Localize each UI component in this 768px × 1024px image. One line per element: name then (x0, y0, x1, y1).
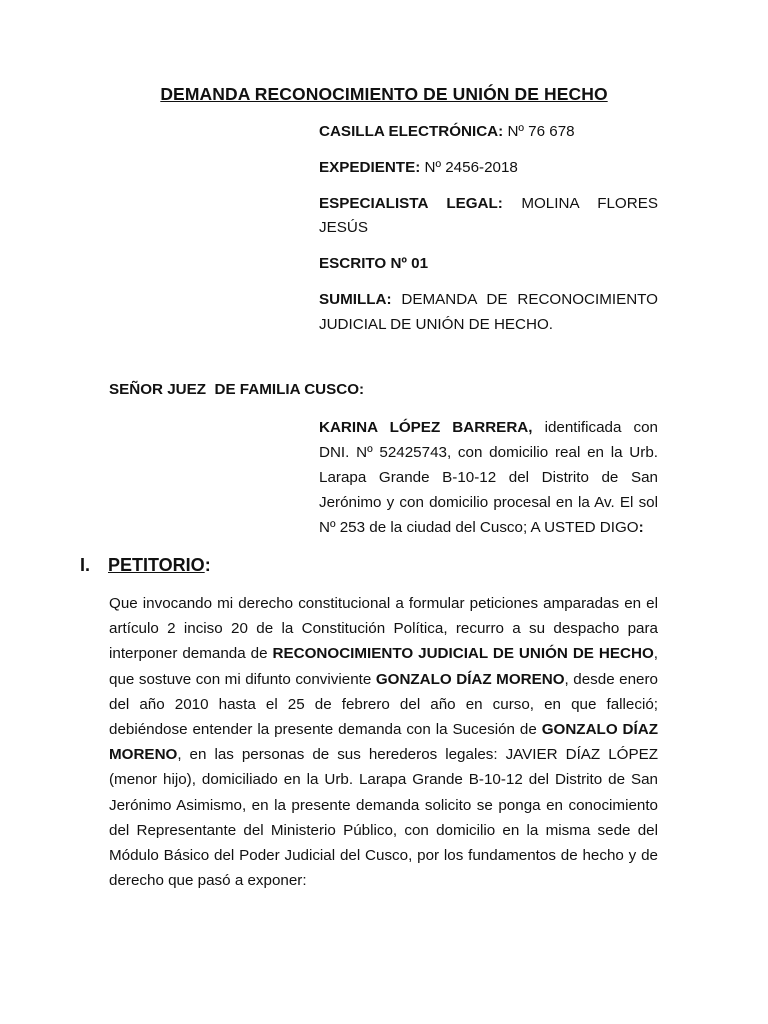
petitorio-text-3: , desde enero del año 2010 hasta el 25 de febrero del año en curso, en que falleció; debiéndose entender la presente demanda con la Sucesión de (109, 670, 658, 739)
escrito-field (319, 252, 658, 276)
especialista-label: ESPECIALISTA LEGAL: (319, 195, 503, 212)
intro-colon: : (638, 519, 644, 536)
intro-paragraph (319, 415, 658, 540)
petitorio-bold-2: GONZALO DÍAZ MORENO (375, 670, 565, 688)
sumilla-label: SUMILLA: (319, 291, 392, 308)
sumilla-field (319, 287, 658, 337)
especialista-line-1 (319, 192, 658, 216)
section-title: PETITORIO (108, 555, 205, 575)
section-number: I. (80, 555, 91, 575)
petitorio-text-2: , que sostuve con mi difunto conviviente (109, 645, 658, 688)
petitorio-bold-1: RECONOCIMIENTO JUDICIAL DE UNIÓN DE HECHO (272, 645, 654, 663)
intro-text: identificada con DNI. Nº 52425743, con domicilio real en la Urb. Larapa Grande B-10-12 del Distrito de San Jerónimo y con domicilio procesal en la Av. El sol Nº 253 de la ciudad del Cusco; A USTED DIGO (319, 419, 658, 536)
casilla-field (319, 120, 658, 144)
escrito-label: ESCRITO Nº 01 (319, 255, 429, 272)
petitorio-text-4: , en las personas de sus herederos legales: JAVIER DÍAZ LÓPEZ (menor hijo), domiciliado en la Urb. Larapa Grande B-10-12 del Distrito de San Jerónimo Asimismo, en la presente demanda solicito se ponga en conocimiento del Representante del Ministerio Público, con domicilio en la misma sede del Módulo Básico del Poder Judicial del Cusco, por los fundamentos de hecho y de derecho que pasó a exponer: (109, 746, 658, 890)
addressee: SEÑOR JUEZ DE FAMILIA CUSCO: (109, 381, 365, 398)
petitorio-text-1: Que invocando mi derecho constitucional a formular peticiones amparadas en el artículo 2 inciso 20 de la Constitución Política, recurro a su despacho para interponer demanda de (109, 595, 658, 663)
casilla-value: Nº 76 678 (503, 123, 575, 140)
plaintiff-name: KARINA LÓPEZ BARRERA, (319, 419, 533, 436)
expediente-value: Nº 2456-2018 (420, 159, 518, 176)
especialista-field (319, 192, 658, 240)
section-heading-petitorio (80, 555, 211, 576)
petitorio-bold-3: GONZALO DÍAZ MORENO (109, 721, 658, 764)
sumilla-value: DEMANDA DE RECONOCIMIENTO JUDICIAL DE UNIÓN DE HECHO. (319, 291, 658, 333)
document-title: DEMANDA RECONOCIMIENTO DE UNIÓN DE HECHO (160, 84, 608, 104)
casilla-label: CASILLA ELECTRÓNICA: (319, 123, 504, 140)
expediente-field (319, 156, 658, 180)
section-colon: : (204, 555, 211, 575)
expediente-label: EXPEDIENTE: (319, 159, 421, 176)
especialista-value-line1: MOLINA FLORES (521, 195, 658, 212)
especialista-value-line2: JESÚS (319, 219, 368, 236)
petitorio-paragraph (109, 591, 658, 893)
